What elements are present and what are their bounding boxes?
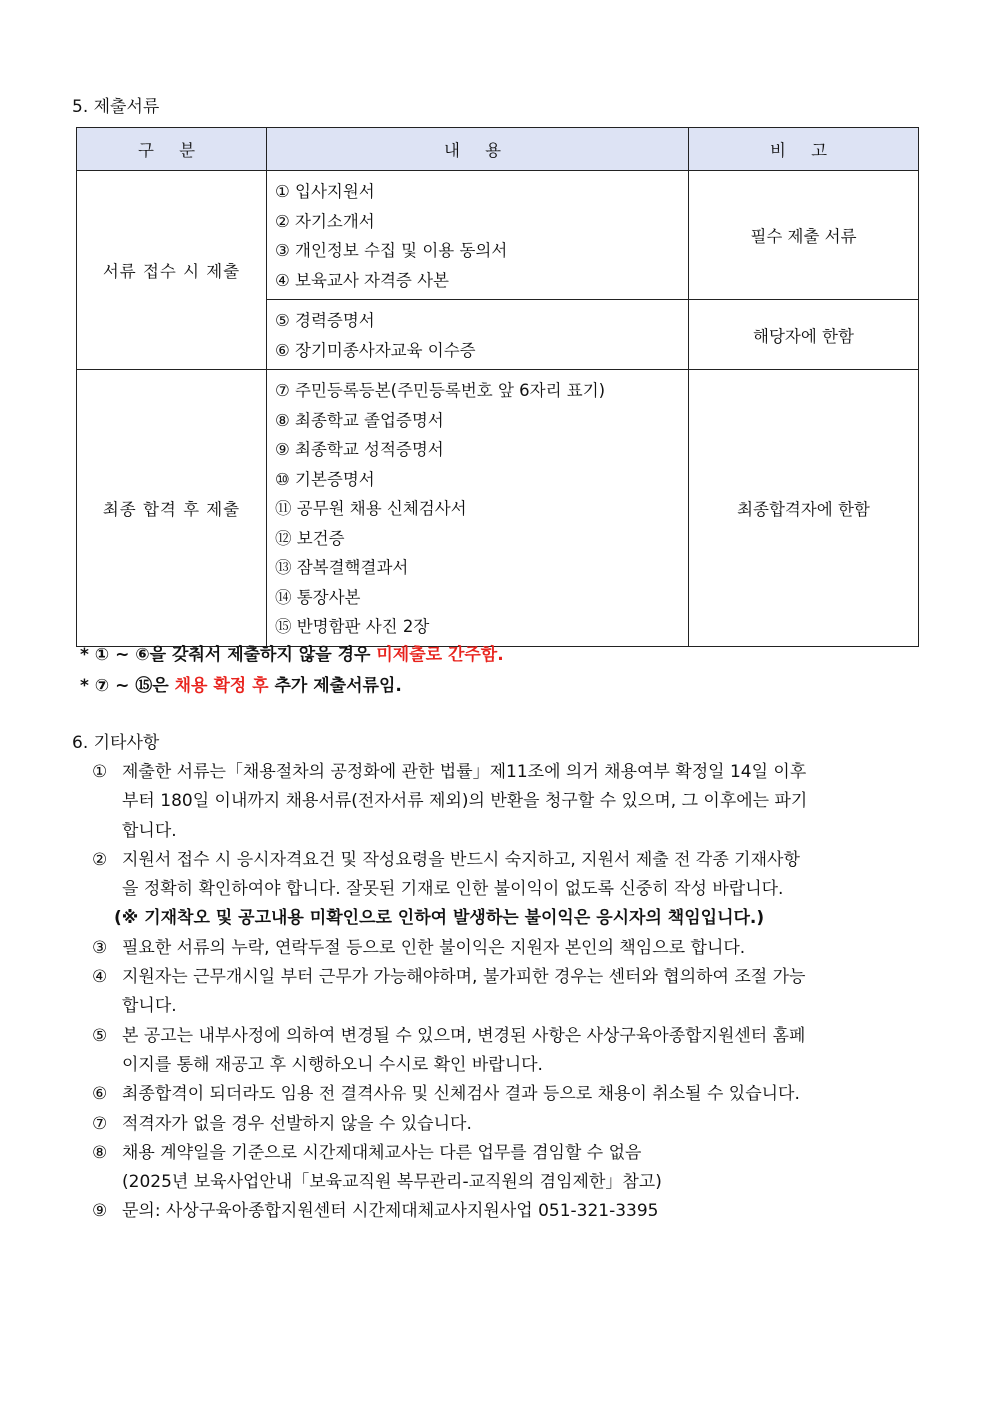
item-number: ① bbox=[92, 762, 108, 782]
text-line: 적격자가 없을 경우 선발하지 않을 수 있습니다. bbox=[122, 1113, 472, 1134]
text-line: 제출한 서류는「채용절차의 공정화에 관한 법률」제11조에 의거 채용여부 확정일 14일 이후 bbox=[122, 762, 807, 782]
list-item bbox=[92, 1110, 922, 1139]
item-number: ③ bbox=[92, 937, 108, 958]
section-5-title: 5. 제출서류 bbox=[72, 97, 160, 117]
list-item bbox=[92, 1022, 922, 1081]
category-cell: 최종 합격 후 제출 bbox=[77, 370, 267, 647]
text-line: 지원자는 근무개시일 부터 근무가 가능해야하며, 불가피한 경우는 센터와 협의하여 조절 가능 bbox=[122, 967, 806, 988]
list-item: ⑩ 기본증명서 bbox=[275, 469, 375, 489]
text-line: 합니다. bbox=[122, 996, 177, 1017]
footnote-suffix: 추가 제출서류임. bbox=[268, 676, 402, 696]
list-item: ③ 개인정보 수집 및 이용 동의서 bbox=[275, 241, 508, 260]
documents-table bbox=[76, 127, 919, 647]
item-text bbox=[122, 1110, 922, 1139]
text-line: (2025년 보육사업안내「보육교직원 복무관리-교직원의 겸임제한」참고) bbox=[122, 1172, 662, 1193]
text-line: 이지를 통해 재공고 후 시행하오니 수시로 확인 바랍니다. bbox=[122, 1054, 543, 1075]
item-text bbox=[122, 846, 922, 905]
list-item bbox=[92, 1139, 922, 1198]
list-item bbox=[92, 934, 922, 963]
items-cell bbox=[267, 171, 689, 300]
text-line: 합니다. bbox=[122, 820, 177, 841]
item-text bbox=[122, 1139, 922, 1198]
item-text bbox=[122, 934, 922, 963]
list-item bbox=[92, 1080, 922, 1109]
text-line: 채용 계약일을 기준으로 시간제대체교사는 다른 업무를 겸임할 수 없음 bbox=[122, 1142, 642, 1163]
list-item: ⑬ 잠복결핵결과서 bbox=[275, 558, 409, 577]
footnote-highlight: 미제출로 간주함. bbox=[376, 645, 504, 665]
list-item: ① 입사지원서 bbox=[275, 182, 375, 201]
category-cell: 서류 접수 시 제출 bbox=[77, 171, 267, 370]
footnote-text: * ⑦ ~ ⑮은 bbox=[80, 676, 175, 696]
item-number: ⑧ bbox=[92, 1142, 108, 1163]
text-line: 지원서 접수 시 응시자격요건 및 작성요령을 반드시 숙지하고, 지원서 제출 전 각종 기재사항 bbox=[122, 849, 800, 870]
text-line: 필요한 서류의 누락, 연락두절 등으로 인한 불이익은 지원자 본인의 책임으로 합니다. bbox=[122, 937, 746, 958]
warning-note: (※ 기재착오 및 공고내용 미확인으로 인하여 발생하는 불이익은 응시자의 책임입니다.) bbox=[114, 908, 765, 929]
item-number: ⑦ bbox=[92, 1113, 108, 1134]
footnote bbox=[80, 671, 402, 696]
items-cell bbox=[267, 300, 689, 370]
footnote-text: * ① ~ ⑥을 갖춰서 제출하지 않을 경우 bbox=[80, 645, 377, 665]
text-line: 을 정확히 확인하여야 합니다. 잘못된 기재로 인한 불이익이 없도록 신중히 작성 바랍니다. bbox=[122, 879, 784, 900]
note-cell: 필수 제출 서류 bbox=[689, 171, 919, 300]
item-number: ⑨ bbox=[92, 1201, 108, 1222]
list-item: ⑧ 최종학교 졸업증명서 bbox=[275, 410, 444, 430]
list-item: ⑦ 주민등록등본(주민등록번호 앞 6자리 표기) bbox=[275, 381, 606, 400]
note-cell: 해당자에 한함 bbox=[689, 300, 919, 370]
list-item bbox=[92, 963, 922, 1022]
notes-list bbox=[92, 758, 922, 1227]
header-content: 내 용 bbox=[267, 128, 689, 171]
list-item bbox=[92, 1197, 922, 1226]
table-header-row bbox=[77, 128, 919, 171]
header-note: 비 고 bbox=[689, 128, 919, 171]
text-line: 본 공고는 내부사정에 의하여 변경될 수 있으며, 변경된 사항은 사상구육아종합지원센터 홈페 bbox=[122, 1025, 806, 1046]
note-cell: 최종합격자에 한함 bbox=[689, 370, 919, 647]
header-category: 구 분 bbox=[77, 128, 267, 171]
list-item: ⑥ 장기미종사자교육 이수증 bbox=[275, 340, 476, 360]
item-number: ④ bbox=[92, 967, 108, 988]
footnote-highlight: 채용 확정 후 bbox=[174, 676, 269, 696]
text-line: 문의: 사상구육아종합지원센터 시간제대체교사지원사업 051-321-3395 bbox=[122, 1201, 659, 1222]
item-number: ② bbox=[92, 849, 108, 870]
list-item: ⑭ 통장사본 bbox=[275, 587, 361, 607]
list-item: ⑪ 공무원 채용 신체검사서 bbox=[275, 499, 467, 518]
item-text bbox=[122, 1197, 922, 1226]
list-item: ⑨ 최종학교 성적증명서 bbox=[275, 440, 444, 459]
footnote bbox=[80, 640, 504, 665]
items-cell bbox=[267, 370, 689, 647]
section-6-title: 6. 기타사항 bbox=[72, 733, 160, 753]
item-text bbox=[122, 963, 922, 1022]
list-item: ⑫ 보건증 bbox=[275, 528, 345, 548]
list-item: ② 자기소개서 bbox=[275, 211, 375, 231]
list-item bbox=[92, 758, 922, 846]
item-text bbox=[122, 1022, 922, 1081]
table-row bbox=[77, 370, 919, 647]
text-line: 부터 180일 이내까지 채용서류(전자서류 제외)의 반환을 청구할 수 있으며, 그 이후에는 파기 bbox=[122, 791, 808, 812]
item-text bbox=[122, 1080, 922, 1109]
table-row bbox=[77, 171, 919, 300]
text-line: 최종합격이 되더라도 임용 전 결격사유 및 신체검사 결과 등으로 채용이 취소될 수 있습니다. bbox=[122, 1084, 800, 1105]
item-text bbox=[122, 758, 922, 846]
list-item: ④ 보육교사 자격증 사본 bbox=[275, 270, 449, 290]
list-item: ⑮ 반명함판 사진 2장 bbox=[275, 617, 430, 636]
list-item: ⑤ 경력증명서 bbox=[275, 311, 375, 330]
item-number: ⑥ bbox=[92, 1084, 108, 1105]
list-item bbox=[92, 846, 922, 905]
item-number: ⑤ bbox=[92, 1025, 108, 1046]
